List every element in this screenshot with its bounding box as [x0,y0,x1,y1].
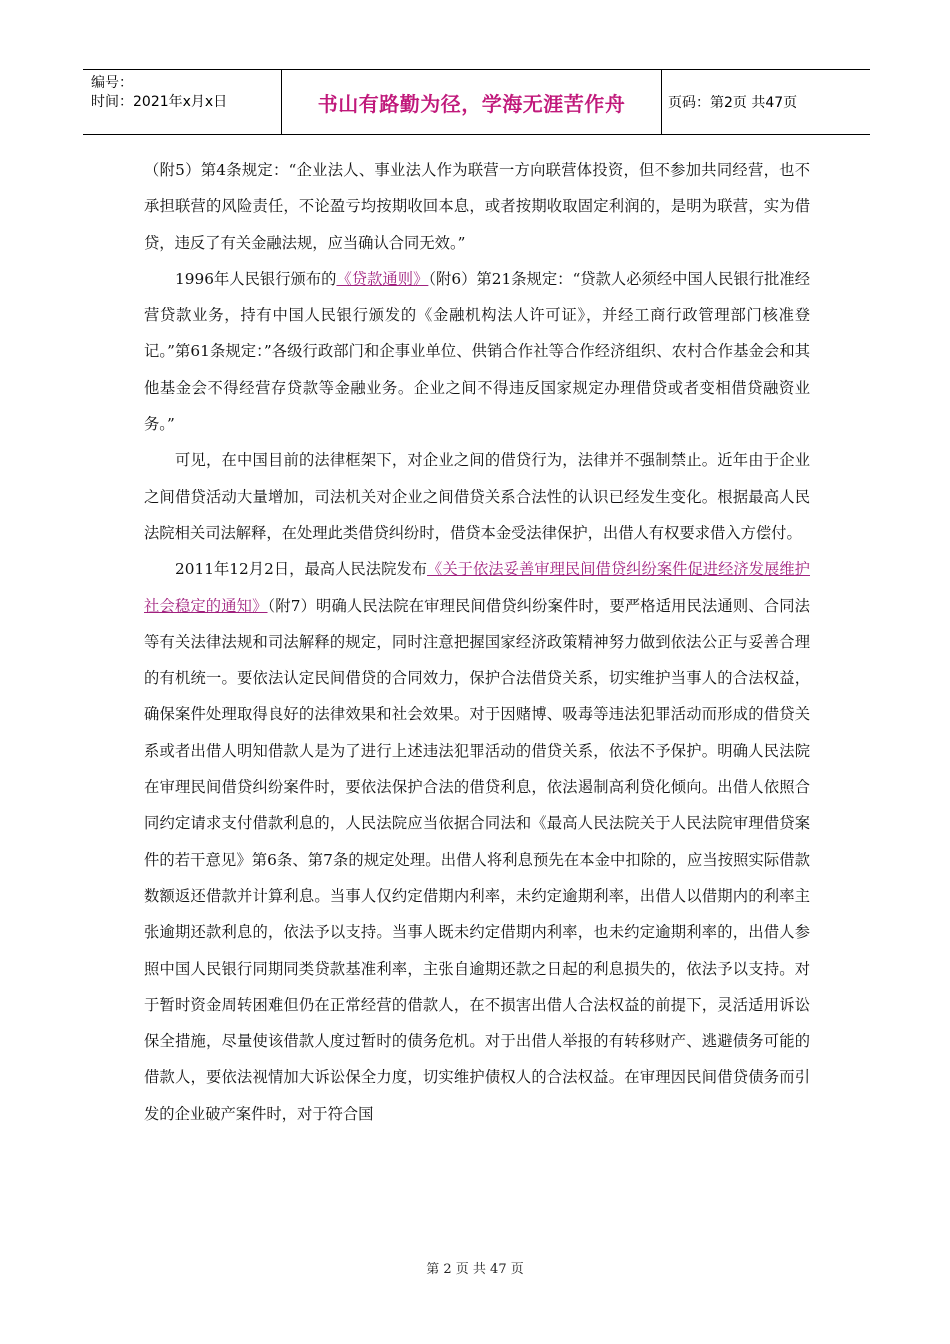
document-time-label: 时间：2021年x月x日 [91,94,228,110]
loan-rules-link[interactable]: 《贷款通则》 [336,269,429,288]
document-body [144,152,810,1132]
page-header [83,69,870,135]
paragraph-3 [144,442,810,551]
header-page-info: 页码：第2页 共47页 [668,95,798,111]
paragraph-text: （附7）明确人民法院在审理民间借贷纠纷案件时，要严格适用民法通则、合同法等有关法律法规和司法解释的规定，同时注意把握国家经济政策精神努力做到依法公正与妥善合理的有机统一。要依法认定民间借贷的合同效力，保护合法借贷关系，切实维护当事人的合法权益，确保案件处理取得良好的法律效果和社会效果。对于因赌博、吸毒等违法犯罪活动而形成的借贷关系或者出借人明知借款人是为了进行上述违法犯罪活动的借贷关系，依法不予保护。明确人民法院在审理民间借贷纠纷案件时，要依法保护合法的借贷利息，依法遏制高利贷化倾向。出借人依照合同约定请求支付借款利息的，人民法院应当依据合同法和《最高人民法院关于人民法院审理借贷案件的若干意见》第6条、第7条的规定处理。出借人将利息预先在本金中扣除的，应当按照实际借款数额返还借款并计算利息。当事人仅约定借期内利率，未约定逾期利率，出借人以借期内的利率主张逾期还款利息的，依法予以支持。当事人既未约定借期内利率，也未约定逾期利率的，出借人参照中国人民银行同期同类贷款基准利率，主张自逾期还款之日起的利息损失的，依法予以支持。对于暂时资金周转困难但仍在正常经营的借款人，在不损害出借人合法权益的前提下，灵活适用诉讼保全措施，尽量使该借款人度过暂时的债务危机。对于出借人举报的有转移财产、逃避债务可能的借款人，要依法视情加大诉讼保全力度，切实维护债权人的合法权益。在审理因民间借贷债务而引发的企业破产案件时，对于符合国 [144,596,810,1123]
header-motto: 书山有路勤为径，学海无涯苦作舟 [282,70,662,134]
paragraph-text: （附6）第21条规定：“贷款人必须经中国人民银行批准经营贷款业务，持有中国人民银行颁发的《金融机构法人许可证》，并经工商行政管理部门核准登记。”第61条规定：”各级行政部门和企事业单位、供销合作社等合作经济组织、农村合作基金会和其他基金会不得经营存贷款等金融业务。企业之间不得违反国家规定办理借贷或者变相借贷融资业务。” [144,269,810,434]
paragraph-text: 可见，在中国目前的法律框架下，对企业之间的借贷行为，法律并不强制禁止。近年由于企业之间借贷活动大量增加，司法机关对企业之间借贷关系合法性的认识已经发生变化。根据最高人民法院相关司法解释，在处理此类借贷纠纷时，借贷本金受法律保护，出借人有权要求借入方偿付。 [144,451,810,542]
document-number-label: 编号： [91,75,133,91]
paragraph-1 [144,152,810,261]
paragraph-text: 2011年12月2日，最高人民法院发布 [175,560,428,579]
paragraph-4 [144,551,810,1132]
paragraph-text: 1996年人民银行颁布的 [175,269,337,288]
page-footer: 第 2 页 共 47 页 [426,1262,524,1277]
paragraph-2 [144,261,810,442]
court-notice-link[interactable]: 《关于依法妥善审理民间借贷纠纷案件促进经济发展维护社会稳定的通知》 [144,560,810,615]
paragraph-text: （附5）第4条规定：“企业法人、事业法人作为联营一方向联营体投资，但不参加共同经营，也不承担联营的风险责任，不论盈亏均按期收回本息，或者按期收取固定利润的，是明为联营，实为借贷，违反了有关金融法规，应当确认合同无效。” [144,161,810,252]
header-meta [83,70,282,134]
